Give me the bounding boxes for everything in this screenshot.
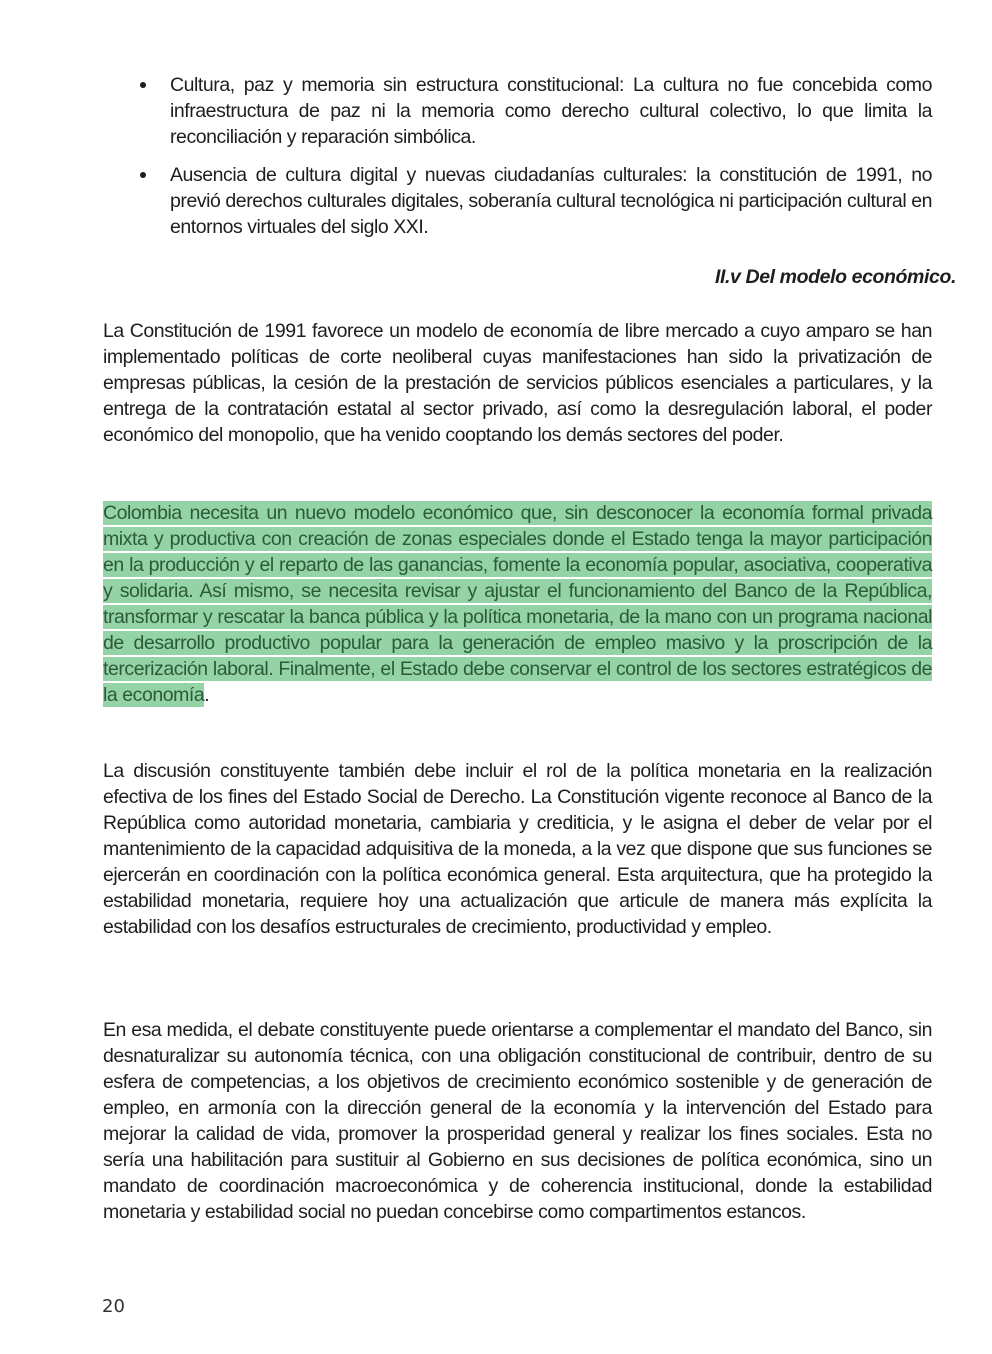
highlighted-paragraph	[103, 500, 932, 708]
paragraph: La discusión constituyente también debe incluir el rol de la política monetaria en la realización efectiva de los fines del Estado Social de Derecho. La Constitución vigente reconoce al Banco de la República como autoridad monetaria, cambiaria y crediticia, y le asigna el deber de velar por el mantenimiento de la capacidad adquisitiva de la moneda, a la vez que dispone que sus funciones se ejercerán en coordinación con la política económica general. Esta arquitectura, que ha protegido la estabilidad monetaria, requiere hoy una actualización que articule de manera más explícita la estabilidad con los desafíos estructurales de crecimiento, productividad y empleo.	[103, 760, 932, 938]
paragraph: La Constitución de 1991 favorece un modelo de economía de libre mercado a cuyo amparo se han implementado políticas de corte neoliberal cuyas manifestaciones han sido la privatización de empresas públicas, la cesión de la prestación de servicios públicos esenciales a particulares, y la entrega de la contratación estatal al sector privado, así como la desregulación laboral, el poder económico del monopolio, que ha venido cooptando los demás sectores del poder.	[103, 320, 932, 446]
paragraph-tail: .	[204, 684, 210, 706]
text-highlight[interactable]: Colombia necesita un nuevo modelo económico que, sin desconocer la economía formal privada mixta y productiva con creación de zonas especiales donde el Estado tenga la mayor participación en la producción y el reparto de las ganancias, fomente la economía popular, asociativa, cooperativa y solidaria. Así mismo, se necesita revisar y ajustar el funcionamiento del Banco de la República, transformar y rescatar la banca pública y la política monetaria, de la mano con un programa nacional de desarrollo productivo popular para la generación de empleo masivo y la proscripción de la tercerización laboral. Finalmente, el Estado debe conservar el control de los sectores estratégicos de la economía	[103, 502, 932, 706]
bullet-dot-icon	[140, 82, 146, 88]
page-number: 20	[102, 1296, 125, 1317]
bullet-list	[136, 72, 932, 252]
bullet-text: Cultura, paz y memoria sin estructura constitucional: La cultura no fue concebida como infraestructura de paz ni la memoria como derecho cultural colectivo, lo que limita la reconciliación y reparación simbólica.	[170, 74, 932, 148]
paragraph: En esa medida, el debate constituyente puede orientarse a complementar el mandato del Banco, sin desnaturalizar su autonomía técnica, con una obligación constitucional de contribuir, dentro de su esfera de competencias, a los objetivos de crecimiento económico sostenible y de generación de empleo, en armonía con la dirección general de la economía y la intervención del Estado para mejorar la calidad de vida, promover la prosperidad general y realizar los fines sociales. Esta no sería una habilitación para sustituir al Gobierno en sus decisiones de política económica, sino un mandato de coordinación macroeconómica y de coherencia institucional, donde la estabilidad monetaria y estabilidad social no puedan concebirse como compartimentos estancos.	[103, 1019, 932, 1223]
bullet-item	[136, 72, 932, 150]
bullet-item	[136, 162, 932, 240]
section-heading: II.v Del modelo económico.	[715, 266, 956, 288]
bullet-dot-icon	[140, 172, 146, 178]
bullet-text: Ausencia de cultura digital y nuevas ciudadanías culturales: la constitución de 1991, no previó derechos culturales digitales, soberanía cultural tecnológica ni participación cultural en entornos virtuales del siglo XXI.	[170, 164, 932, 238]
